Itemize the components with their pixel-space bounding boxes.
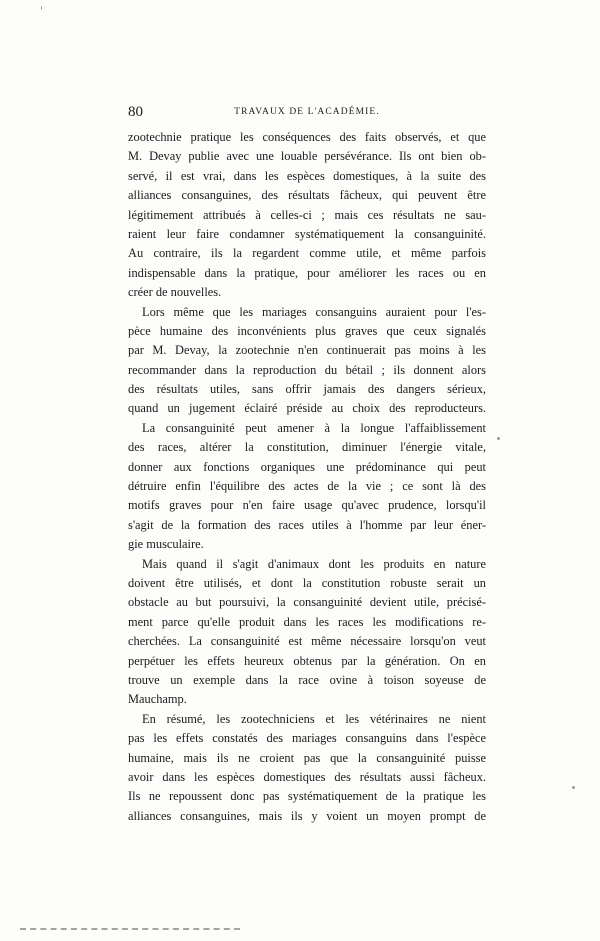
running-title: TRAVAUX DE L'ACADÉMIE. [234, 107, 380, 117]
text-line: obstacle au but poursuivi, la consanguinité devient utile, précisé- [128, 595, 486, 610]
text-line: des résultats utiles, sans offrir jamais des dangers sérieux, [128, 382, 486, 397]
scan-speck [572, 786, 575, 789]
text-line: Lors même que les mariages consanguins auraient pour l'es- [142, 304, 486, 319]
paragraph [128, 128, 486, 303]
paragraph [128, 419, 486, 555]
text-line: indispensable dans la pratique, pour améliorer les races ou en [128, 265, 486, 280]
scan-speck [497, 437, 500, 440]
text-line: alliances consanguines, mais ils y voient un moyen prompt de [128, 808, 486, 823]
text-line: détruire enfin l'équilibre des actes de la vie ; ce sont là des [128, 479, 486, 494]
text-line: En résumé, les zootechniciens et les vétérinaires ne nient [142, 711, 486, 726]
text-line: gie musculaire. [128, 537, 204, 552]
text-line: cherchées. La consanguinité est même nécessaire lorsqu'on veut [128, 634, 486, 649]
text-line: avoir dans les espèces domestiques des résultats aussi fâcheux. [128, 769, 486, 784]
text-line: quand un jugement éclairé préside au choix des reproducteurs. [128, 401, 486, 416]
text-line: La consanguinité peut amener à la longue l'affaiblissement [142, 420, 486, 435]
body-text [128, 128, 486, 826]
text-line: zootechnie pratique les conséquences des faits observés, et que [128, 130, 486, 144]
paragraph [128, 710, 486, 826]
text-line: humaine, mais ils ne croient pas que la consanguinité puisse [128, 750, 486, 765]
text-line: par M. Devay, la zootechnie n'en continuerait pas moins à les [128, 343, 486, 358]
text-line: légitimement attribués à celles-ci ; mais ces résultats ne sau- [128, 207, 486, 222]
text-line: créer de nouvelles. [128, 285, 222, 300]
paragraph [128, 555, 486, 710]
paragraph [128, 303, 486, 419]
scan-artifact-bottom [20, 928, 240, 936]
text-line: perpétuer les effets heureux obtenus par la génération. On en [128, 653, 486, 668]
text-line: M. Devay publie avec une louable persévérance. Ils ont bien ob- [128, 149, 486, 164]
text-line: des races, altérer la constitution, diminuer l'énergie vitale, [128, 440, 486, 455]
text-line: servé, il est vrai, dans les espèces domestiques, à la suite des [128, 168, 486, 183]
text-line: pèce humaine des inconvénients plus graves que ceux signalés [128, 323, 486, 338]
text-line: Au contraire, ils la regardent comme utile, et même parfois [128, 246, 486, 261]
text-line: raient leur faire condamner systématiquement la consanguinité. [128, 226, 486, 241]
text-line: motifs graves pour n'en faire usage qu'avec prudence, lorsqu'il [128, 498, 486, 513]
scan-speck: ' [40, 6, 43, 17]
text-line: donner aux fonctions organiques une prédominance qui peut [128, 459, 486, 474]
page-header [128, 104, 486, 124]
text-line: pas les effets constatés des mariages consanguins dans l'espèce [128, 731, 486, 746]
text-line: ment parce qu'elle produit dans les races les modifications re- [128, 614, 486, 629]
text-line: Mais quand il s'agit d'animaux dont les produits en nature [142, 556, 486, 571]
text-line: doivent être utilisés, et dont la constitution robuste serait un [128, 575, 486, 590]
page-number: 80 [128, 104, 143, 120]
text-line: Mauchamp. [128, 692, 187, 707]
text-line: s'agit de la formation des races utiles à l'homme par leur éner- [128, 517, 486, 532]
text-line: Ils ne repoussent donc pas systématiquement de la pratique les [128, 789, 486, 804]
text-line: alliances consanguines, des résultats fâcheux, qui peuvent être [128, 188, 486, 203]
text-line: recommander dans la reproduction du bétail ; ils donnent alors [128, 362, 486, 377]
text-line: trouve un exemple dans la race ovine à toison soyeuse de [128, 672, 486, 687]
